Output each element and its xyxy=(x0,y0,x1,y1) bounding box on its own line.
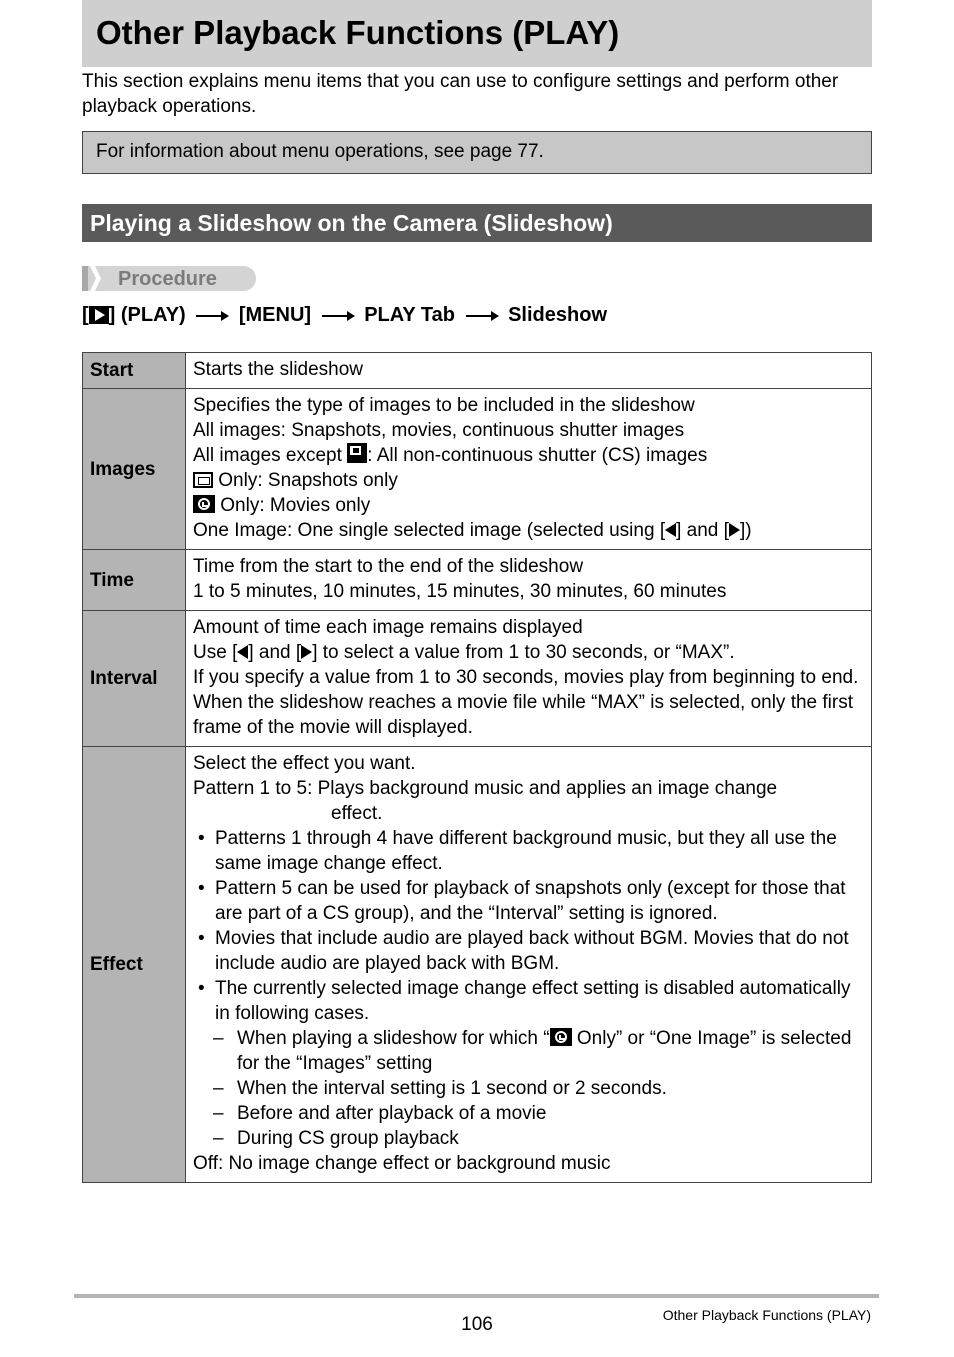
bullet-item: • The currently selected image change effect setting is disabled automatically in following cases. xyxy=(193,976,865,1026)
text-line: Specifies the type of images to be included in the slideshow xyxy=(193,395,695,416)
row-value-interval xyxy=(186,611,872,747)
procedure-label: Procedure xyxy=(118,268,217,290)
text-fragment: ] to select a value from 1 to 30 seconds, or “MAX”. xyxy=(312,642,735,663)
dash-item: – When the interval setting is 1 second or 2 seconds. xyxy=(193,1076,865,1101)
menu-path xyxy=(82,302,607,328)
text-fragment: One Image: One single selected image (selected using [ xyxy=(193,520,666,541)
text-line: Select the effect you want. xyxy=(193,753,416,774)
row-value-time xyxy=(186,550,872,611)
info-note: For information about menu operations, see page 77. xyxy=(96,141,544,162)
bracket-open: [ xyxy=(82,304,89,326)
info-note-box xyxy=(82,131,872,174)
row-key-effect: Effect xyxy=(83,747,186,1183)
right-arrow-icon xyxy=(301,645,312,659)
page-title-bar xyxy=(82,0,872,67)
text-fragment: Use [ xyxy=(193,642,238,663)
table-row xyxy=(83,550,872,611)
text-fragment: Only: Movies only xyxy=(215,495,371,516)
bullet-item: • Patterns 1 through 4 have different background music, but they all use the same image change effect. xyxy=(193,826,865,876)
arrow-right-icon xyxy=(465,309,499,323)
bullet-item: • Movies that include audio are played back without BGM. Movies that do not include audio are played back with BGM. xyxy=(193,926,865,976)
path-item: Slideshow xyxy=(508,304,607,326)
cs-icon xyxy=(347,443,367,463)
bullet-item: • Pattern 5 can be used for playback of snapshots only (except for those that are part of a CS group), and the “Interval” setting is ignored. xyxy=(193,876,865,926)
table-row xyxy=(83,353,872,389)
text-line: 1 to 5 minutes, 10 minutes, 15 minutes, 30 minutes, 60 minutes xyxy=(193,581,727,602)
text-line: Off: No image change effect or background music xyxy=(193,1153,611,1174)
intro-text: This section explains menu items that you can use to configure settings and perform other playback operations. xyxy=(82,71,839,117)
text-fragment: When playing a slideshow for which “ xyxy=(237,1028,550,1049)
text-line: If you specify a value from 1 to 30 seconds, movies play from beginning to end. xyxy=(193,667,859,688)
row-key-time: Time xyxy=(83,550,186,611)
page-number: 106 xyxy=(461,1314,493,1335)
row-value-images xyxy=(186,389,872,550)
left-arrow-icon xyxy=(665,523,676,537)
text-line xyxy=(193,493,865,518)
section-title: Playing a Slideshow on the Camera (Slideshow) xyxy=(90,210,613,236)
row-value-effect xyxy=(186,747,872,1183)
table-row xyxy=(83,389,872,550)
procedure-chevron-icon xyxy=(82,266,102,291)
text-line: All images: Snapshots, movies, continuous shutter images xyxy=(193,420,685,441)
text-line xyxy=(193,468,865,493)
procedure-label-box xyxy=(82,266,256,291)
footer-rule xyxy=(74,1294,879,1298)
arrow-right-icon xyxy=(195,309,229,323)
text-line xyxy=(193,443,865,468)
row-key-start: Start xyxy=(83,353,186,389)
text-fragment: ]) xyxy=(739,520,752,541)
text-line xyxy=(193,640,865,665)
text-line: Amount of time each image remains displayed xyxy=(193,617,583,638)
snapshot-icon xyxy=(193,472,213,488)
text-line: Starts the slideshow xyxy=(193,359,364,380)
page-title: Other Playback Functions (PLAY) xyxy=(96,14,620,51)
section-title-bar xyxy=(82,204,872,242)
text-line: Time from the start to the end of the slideshow xyxy=(193,556,584,577)
path-menu: [MENU] xyxy=(238,304,312,326)
row-key-images: Images xyxy=(83,389,186,550)
table-row xyxy=(83,611,872,747)
row-value-start xyxy=(186,353,872,389)
text-line: Pattern 1 to 5: Plays background music and applies an image change xyxy=(193,778,778,799)
movie-icon xyxy=(550,1028,572,1046)
text-fragment: ] and [ xyxy=(676,520,729,541)
right-arrow-icon xyxy=(729,523,740,537)
dash-item: – During CS group playback xyxy=(193,1126,865,1151)
play-button-icon xyxy=(89,306,109,324)
table-row xyxy=(83,747,872,1183)
dash-item: – Before and after playback of a movie xyxy=(193,1101,865,1126)
arrow-right-icon xyxy=(321,309,355,323)
text-line xyxy=(193,518,865,543)
row-key-interval: Interval xyxy=(83,611,186,747)
text-fragment: ] and [ xyxy=(248,642,302,663)
footer-running-title: Other Playback Functions (PLAY) xyxy=(662,1307,871,1323)
dash-item xyxy=(193,1026,865,1076)
text-fragment: Only” or “One Image” is selected for the “Images” setting xyxy=(237,1028,852,1074)
text-fragment: : All non-continuous shutter (CS) images xyxy=(367,445,708,466)
text-line: effect. xyxy=(331,803,383,824)
left-arrow-icon xyxy=(237,645,248,659)
text-fragment: All images except xyxy=(193,445,348,466)
movie-icon xyxy=(193,495,215,513)
text-line: When the slideshow reaches a movie file while “MAX” is selected, only the first frame of the movie will displayed. xyxy=(193,692,853,738)
path-tab: PLAY Tab xyxy=(364,304,455,326)
text-fragment: Only: Snapshots only xyxy=(213,470,398,491)
settings-table xyxy=(82,352,872,1183)
path-play: ] (PLAY) xyxy=(108,304,186,326)
